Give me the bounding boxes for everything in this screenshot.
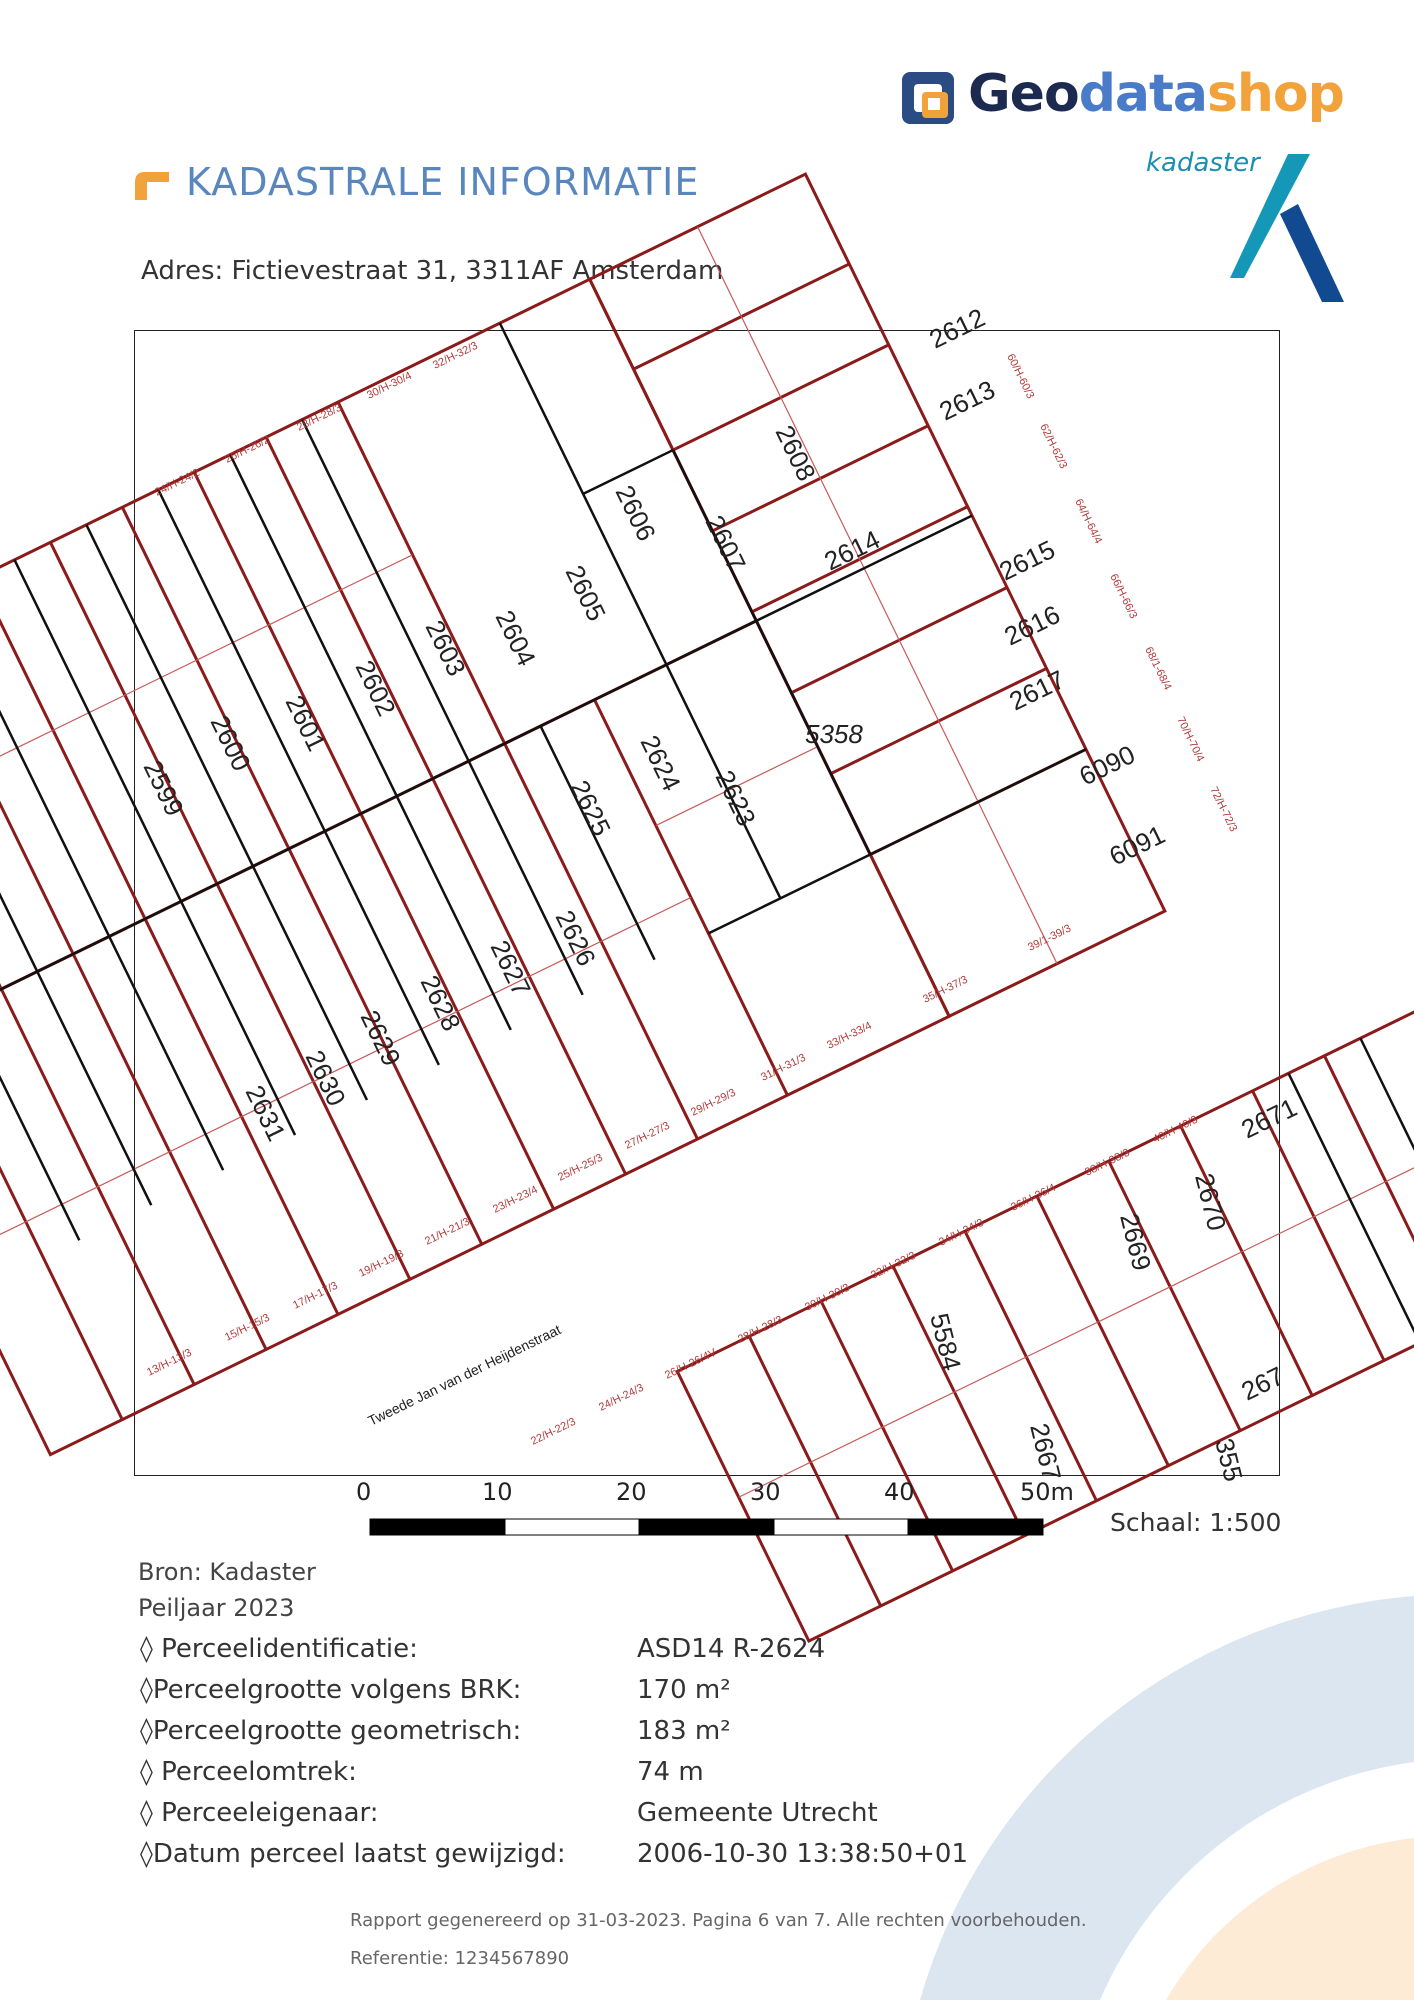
parcel-label: 2627: [484, 935, 537, 1001]
property-label: ◊ Perceeleigenaar:: [140, 1798, 379, 1828]
scale-tick-label: 30: [750, 1478, 781, 1506]
property-value: 170 m²: [637, 1675, 731, 1705]
property-label: ◊Perceelgrootte volgens BRK:: [140, 1675, 522, 1705]
house-number-label: 28/H-28/3: [295, 401, 344, 434]
parcel-label: 355: [1209, 1435, 1249, 1485]
house-number-label: 66/H-66/3: [1107, 572, 1140, 621]
house-number-label: 29/H-29/3: [689, 1086, 738, 1119]
house-number-label: 15/H-15/3: [223, 1311, 272, 1344]
property-value: 183 m²: [637, 1716, 731, 1746]
geodatashop-logo-icon: [900, 70, 960, 130]
house-number-label: 32/H-32/3: [431, 339, 480, 372]
scale-tick-label: 10: [482, 1478, 513, 1506]
cadastral-map-drawing: [135, 302, 1302, 1485]
house-number-label: 28/H-28/3: [736, 1313, 785, 1346]
scale-bar: [350, 1474, 1074, 1544]
parcel-label: 2607: [699, 510, 752, 576]
logo-text-data: data: [1078, 64, 1207, 124]
house-number-label: 60/H-60/3: [1004, 352, 1037, 401]
parcel-label: 267: [1236, 1360, 1289, 1407]
source-line: Bron: Kadaster: [138, 1558, 316, 1586]
logo-text-shop: shop: [1206, 64, 1344, 124]
house-number-label: 72/H-72/3: [1207, 785, 1240, 834]
parcel-label: 2604: [489, 605, 542, 671]
parcel-label: 2612: [924, 302, 990, 355]
house-number-label: 62/H-62/3: [1037, 422, 1070, 471]
property-label: ◊Datum perceel laatst gewijzigd:: [140, 1839, 566, 1869]
scale-ratio: Schaal: 1:500: [1110, 1508, 1282, 1537]
scale-tick-label: 40: [884, 1478, 915, 1506]
parcel-label: 2629: [354, 1005, 407, 1071]
parcel-label: 2669: [1114, 1210, 1158, 1274]
source-info: [138, 1554, 316, 1626]
logo-text-geo: Geo: [968, 64, 1079, 124]
parcel-label: 2670: [1189, 1170, 1233, 1234]
parcel-label: 2671: [1236, 1092, 1302, 1145]
house-number-label: 34/H-34/3: [937, 1216, 986, 1249]
house-number-label: 31/H-31/3: [759, 1051, 808, 1084]
property-value: 74 m: [637, 1757, 704, 1787]
house-number-label: 25/H-25/3: [556, 1151, 605, 1184]
parcel-label: 2625: [564, 775, 617, 841]
parcel-label: 2628: [414, 970, 467, 1036]
property-label: ◊Perceelgrootte geometrisch:: [140, 1716, 522, 1746]
parcel-label: 2631: [239, 1080, 292, 1146]
parcel-label: 2667: [1024, 1420, 1068, 1484]
survey-year-line: Peiljaar 2023: [138, 1594, 295, 1622]
house-number-label: 21/H-21/3: [423, 1215, 472, 1248]
kadaster-logo-icon: [1226, 152, 1346, 304]
house-number-label: 35/H-37/3: [921, 973, 970, 1006]
parcel-label: 5358: [805, 719, 863, 749]
street-name-label: Tweede Jan van der Heijdenstraat: [365, 1321, 564, 1429]
parcel-label: 2599: [137, 755, 190, 821]
house-number-label: 33/H-33/4: [825, 1019, 874, 1052]
page-title: KADASTRALE INFORMATIE: [186, 160, 700, 204]
scale-tick-label: 50m: [1020, 1478, 1074, 1506]
property-label: ◊ Perceelomtrek:: [140, 1757, 357, 1787]
house-number-label: 23/H-23/4: [491, 1183, 540, 1216]
cadastral-map: [134, 302, 1302, 1485]
address-line: Adres: Fictievestraat 31, 3311AF Amsterdam: [141, 256, 724, 286]
property-label: ◊ Perceelidentificatie:: [140, 1634, 418, 1664]
house-number-label: 26/H-26/4V: [663, 1346, 719, 1382]
report-generated-note: Rapport gegenereerd op 31-03-2023. Pagina 6 van 7. Alle rechten voorbehouden.: [350, 1910, 1087, 1931]
page-footer: [350, 1902, 1087, 1978]
house-number-label: 24/H-24/3: [597, 1381, 646, 1414]
parcel-label: 2601: [279, 690, 332, 756]
parcel-label: 6090: [1074, 739, 1140, 792]
parcel-label: 2617: [1004, 664, 1070, 717]
parcel-label: 2623: [709, 765, 762, 831]
house-number-label: 36/H-36/4: [1009, 1181, 1058, 1214]
property-value: Gemeente Utrecht: [637, 1798, 878, 1828]
parcel-label: 2606: [609, 480, 662, 546]
scale-tick-label: 0: [356, 1478, 372, 1506]
house-number-label: 19/H-19/3: [357, 1247, 406, 1280]
reference-number: Referentie: 1234567890: [350, 1948, 570, 1969]
house-number-label: 13/H-13/3: [145, 1346, 194, 1379]
house-number-label: 24/H-24/2: [153, 466, 202, 499]
title-accent-icon: [135, 172, 169, 200]
house-number-label: 38/H-38/3: [1083, 1146, 1132, 1179]
house-number-label: 22/H-22/3: [529, 1415, 578, 1448]
parcel-label: 2626: [549, 905, 602, 971]
parcel-label: 2600: [204, 710, 257, 776]
parcel-label: 6091: [1104, 819, 1170, 872]
parcel-label: 2608: [769, 420, 822, 486]
house-number-label: 27/H-27/3: [623, 1119, 672, 1152]
parcel-label: 2630: [299, 1045, 352, 1111]
house-number-label: 30/H-30/4: [365, 369, 414, 402]
parcel-label: 2602: [349, 655, 402, 721]
property-value: 2006-10-30 13:38:50+01: [637, 1839, 969, 1869]
house-number-label: 26/H-26/2: [223, 433, 272, 466]
house-number-label: 64/H-64/4: [1072, 497, 1105, 546]
parcel-label: 2616: [999, 599, 1065, 652]
house-number-label: 17/H-17/3: [291, 1279, 340, 1312]
house-number-label: 68/1-68/4: [1142, 645, 1174, 693]
house-number-label: 70/H-70/4: [1174, 715, 1207, 764]
kadaster-wordmark: kadaster: [1146, 148, 1260, 178]
house-number-label: 39/1-39/3: [1026, 922, 1074, 954]
parcel-label: 2605: [559, 560, 612, 626]
parcel-label: 2613: [934, 374, 1000, 427]
house-number-label: 30/H-30/3: [803, 1281, 852, 1314]
parcel-label: 2624: [634, 730, 687, 796]
parcel-label: 2614: [819, 524, 885, 577]
parcel-label: 5584: [924, 1310, 968, 1374]
geodatashop-logo: [900, 62, 1350, 132]
parcel-label: 2615: [994, 534, 1060, 587]
house-number-label: 32/H-32/3: [869, 1249, 918, 1282]
property-value: ASD14 R-2624: [637, 1634, 826, 1664]
parcel-label: 2603: [419, 615, 472, 681]
scale-bar-segments: [370, 1518, 1050, 1538]
house-number-label: 40/H-40/3: [1151, 1113, 1200, 1146]
scale-tick-label: 20: [616, 1478, 647, 1506]
